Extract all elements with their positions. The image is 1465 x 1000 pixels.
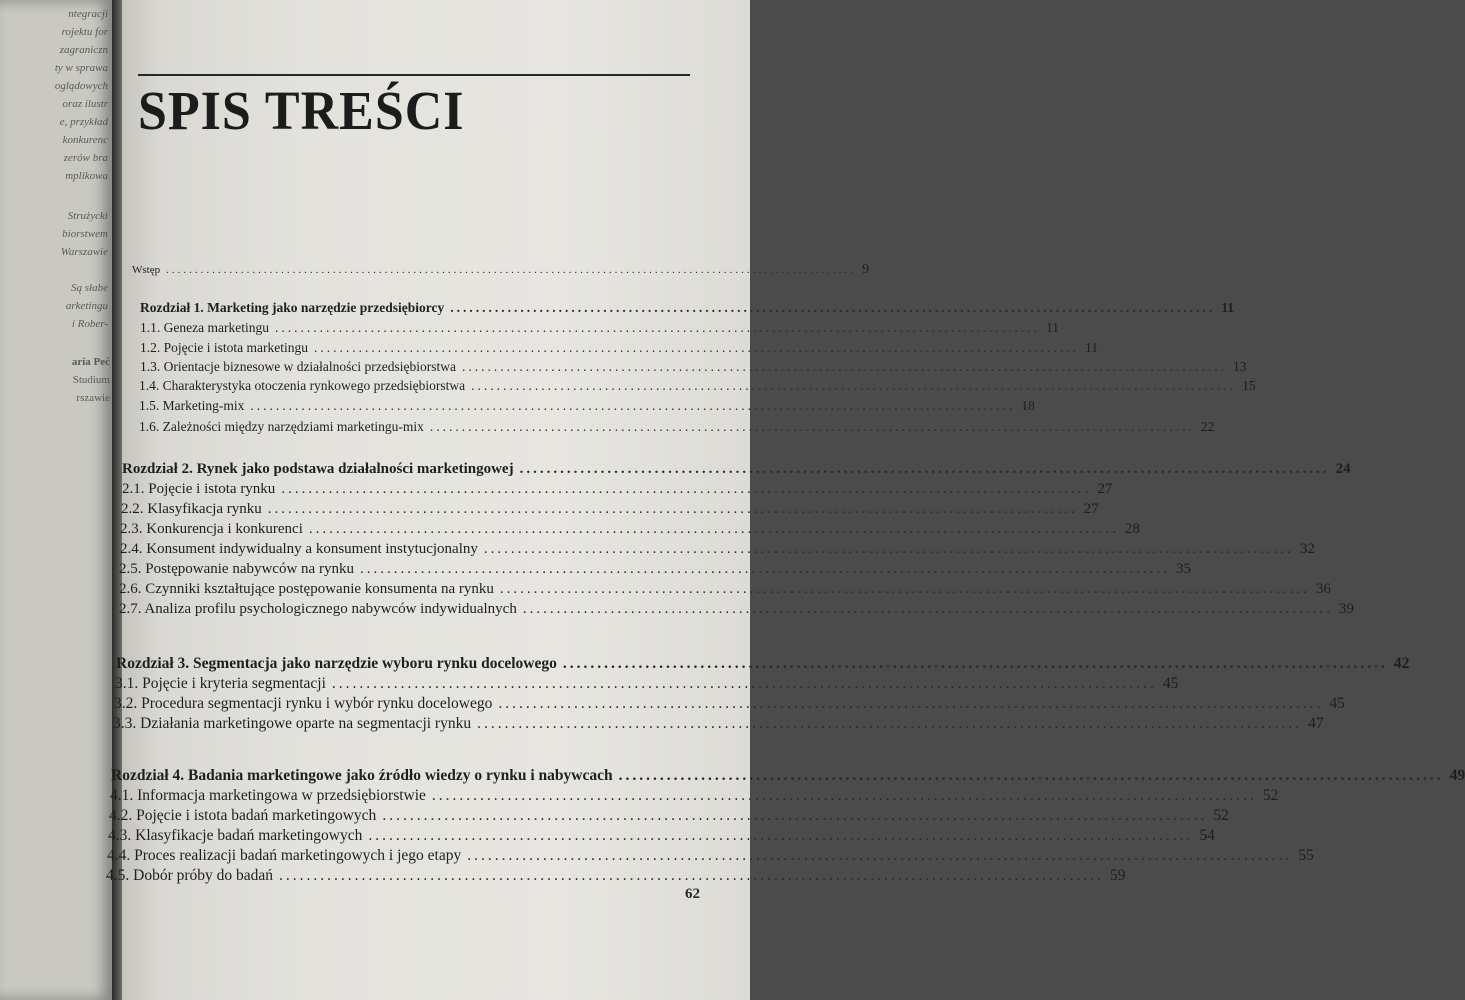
toc-entry-label: 2.3. Konkurencja i konkurenci <box>120 521 303 537</box>
toc-leader-dots: ........................................................................................................................ <box>359 561 1170 577</box>
toc-section-row <box>140 359 1247 375</box>
facing-page-text-fragment: rszawie <box>76 392 110 404</box>
facing-page-text-fragment: zagraniczn <box>59 44 108 56</box>
trailing-page-number <box>685 886 700 903</box>
toc-section-row <box>140 340 1098 356</box>
facing-page-text-fragment: oraz ilustr <box>62 98 108 110</box>
toc-page-number: 27 <box>1097 481 1113 497</box>
facing-page-text-fragment: rojektu for <box>61 26 108 38</box>
toc-leader-dots: ........................................................................................................................ <box>450 300 1216 315</box>
toc-entry-label: 1.5. Marketing-mix <box>139 398 245 413</box>
toc-leader-dots: ........................................................................................................................ <box>499 581 1310 597</box>
toc-leader-dots: ........................................................................................................................ <box>431 787 1257 804</box>
toc-entry-label: 2.2. Klasyfikacja rynku <box>121 501 262 517</box>
toc-leader-dots: ........................................................................................................................ <box>429 419 1195 434</box>
toc-leader-dots: ........................................................................................................................ <box>382 807 1208 824</box>
toc-entry-label: 4.4. Proces realizacji badań marketingowych i jego etapy <box>107 847 462 864</box>
toc-section-row <box>107 847 1314 865</box>
toc-page-number: 42 <box>1393 655 1410 672</box>
toc-entry-label: 2.1. Pojęcie i istota rynku <box>122 481 276 497</box>
toc-leader-dots: ........................................................................................................................ <box>618 767 1444 784</box>
toc-entry-label: 1.3. Orientacje biznesowe w działalności przedsiębiorstwa <box>140 359 457 374</box>
toc-entry-label: 2.7. Analiza profilu psychologicznego nabywców indywidualnych <box>119 601 517 617</box>
toc-page-number: 39 <box>1338 601 1354 617</box>
facing-page-text-fragment: ty w sprawa <box>54 62 108 74</box>
toc-page-number: 45 <box>1329 695 1345 712</box>
toc-section-row <box>108 827 1215 845</box>
toc-page-number: 55 <box>1298 847 1314 864</box>
toc-page-number: 54 <box>1199 827 1215 844</box>
toc-page-number: 49 <box>1449 767 1465 784</box>
facing-page-text-fragment: Warszawie <box>60 246 108 258</box>
toc-page-number: 35 <box>1175 561 1191 577</box>
toc-section-row <box>139 378 1256 394</box>
toc-section-row <box>115 675 1179 693</box>
toc-intro-row <box>132 262 870 278</box>
toc-leader-dots: ........................................................................................................................ <box>471 378 1237 393</box>
toc-section-row <box>119 601 1354 618</box>
toc-leader-dots: ........................................................................................................................ <box>279 867 1105 884</box>
toc-page-number: 11 <box>1045 320 1059 335</box>
toc-chapter-row <box>122 461 1351 478</box>
toc-entry-label: 3.3. Działania marketingowe oparte na segmentacji rynku <box>113 715 472 732</box>
toc-page-number: 11 <box>1084 340 1098 355</box>
toc-section-row <box>119 561 1191 578</box>
toc-entry-label: 4.1. Informacja marketingowa w przedsiębiorstwie <box>110 787 426 804</box>
toc-page-number: 13 <box>1233 359 1247 374</box>
toc-entry-label: Rozdział 2. Rynek jako podstawa działalności marketingowej <box>122 461 514 477</box>
toc-leader-dots: ........................................................................................................................ <box>331 675 1157 692</box>
toc-leader-dots: ........................................................................................................................ <box>308 521 1119 537</box>
toc-leader-dots: ........................................................................................................................ <box>281 481 1092 497</box>
facing-page-text-fragment: ntegracji <box>68 8 108 20</box>
toc-entry-label: 4.2. Pojęcie i istota badań marketingowych <box>109 807 377 824</box>
toc-leader-dots: ........................................................................................................................ <box>267 501 1078 517</box>
facing-page-text-fragment: biorstwem <box>62 228 108 240</box>
facing-page-text-fragment: e, przykład <box>59 116 108 128</box>
toc-section-row <box>139 419 1215 435</box>
facing-page-text-fragment: oglądowych <box>54 80 108 92</box>
toc-section-row <box>119 581 1331 598</box>
toc-chapter-row <box>140 300 1234 316</box>
toc-page-number: 52 <box>1213 807 1229 824</box>
toc-page-number: 9 <box>862 262 870 277</box>
toc-page-number: 32 <box>1299 541 1315 557</box>
toc-section-row <box>120 541 1315 558</box>
toc-entry-label: 2.5. Postępowanie nabywców na rynku <box>119 561 354 577</box>
toc-entry-label: Rozdział 4. Badania marketingowe jako źródło wiedzy o rynku i nabywcach <box>111 767 613 784</box>
toc-section-row <box>140 320 1059 336</box>
facing-page-text-fragment: Studium <box>72 374 110 386</box>
toc-page-number: 27 <box>1083 501 1099 517</box>
toc-page <box>106 0 1465 1000</box>
toc-section-row <box>109 807 1229 825</box>
toc-section-row <box>120 521 1140 538</box>
toc-entry-label: 3.2. Procedura segmentacji rynku i wybór rynku docelowego <box>114 695 493 712</box>
toc-entry-label: Wstęp <box>132 264 161 276</box>
toc-entry-label: 4.3. Klasyfikacje badań marketingowych <box>108 827 363 844</box>
toc-page-number: 24 <box>1335 461 1351 477</box>
toc-page-number: 62 <box>685 886 700 902</box>
toc-section-row <box>122 481 1113 498</box>
toc-page-number: 22 <box>1200 419 1215 434</box>
toc-leader-dots: ........................................................................................................................ <box>477 715 1303 732</box>
toc-entry-label: 1.2. Pojęcie i istota marketingu <box>140 340 308 355</box>
toc-page-number: 45 <box>1162 675 1179 692</box>
toc-leader-dots: ........................................................................................................................ <box>313 340 1079 355</box>
facing-page-text-fragment: aria Peć <box>71 356 110 368</box>
toc-entry-label: 2.6. Czynniki kształtujące postępowanie konsumenta na rynku <box>119 581 494 597</box>
toc-chapter-row <box>111 767 1465 785</box>
toc-leader-dots: ........................................................................................................................ <box>462 359 1228 374</box>
toc-leader-dots: ........................................................................................................................ <box>166 264 857 276</box>
toc-section-row <box>110 787 1279 805</box>
toc-leader-dots: ........................................................................................................................ <box>522 601 1333 617</box>
toc-entry-label: 2.4. Konsument indywidualny a konsument instytucjonalny <box>120 541 478 557</box>
toc-leader-dots: ........................................................................................................................ <box>250 398 1016 413</box>
toc-entry-label: 1.6. Zależności między narzędziami marketingu-mix <box>139 419 424 434</box>
toc-chapter-row <box>116 655 1410 673</box>
toc-section-row <box>113 715 1324 733</box>
facing-page-text-fragment: zerów bra <box>63 152 108 164</box>
toc-section-row <box>106 867 1126 885</box>
toc-page-number: 18 <box>1021 398 1035 413</box>
toc-entry-label: 4.5. Dobór próby do badań <box>106 867 274 884</box>
facing-page-text-fragment: i Rober- <box>71 318 108 330</box>
toc-leader-dots: ........................................................................................................................ <box>498 695 1324 712</box>
facing-page-text-fragment: konkurenc <box>62 134 108 146</box>
table-of-contents <box>106 0 1465 1000</box>
toc-entry-label: 1.4. Charakterystyka otoczenia rynkowego przedsiębiorstwa <box>139 378 466 393</box>
facing-page-text-fragment: Są słabe <box>71 282 108 294</box>
toc-page-number: 59 <box>1110 867 1126 884</box>
toc-leader-dots: ........................................................................................................................ <box>562 655 1388 672</box>
toc-entry-label: Rozdział 1. Marketing jako narzędzie przedsiębiorcy <box>140 300 445 315</box>
toc-entry-label: 3.1. Pojęcie i kryteria segmentacji <box>115 675 326 692</box>
toc-page-number: 47 <box>1308 715 1324 732</box>
toc-leader-dots: ........................................................................................................................ <box>274 320 1040 335</box>
page-title: SPIS TREŚCI <box>138 81 465 142</box>
facing-page-text-fragment: arketingu <box>65 300 108 312</box>
toc-section-row <box>114 695 1345 713</box>
toc-page-number: 11 <box>1221 300 1234 315</box>
toc-page-number: 28 <box>1124 521 1140 537</box>
facing-page-text-fragment: mplikowa <box>65 170 108 182</box>
toc-page-number: 36 <box>1315 581 1331 597</box>
toc-section-row <box>121 501 1099 518</box>
toc-leader-dots: ........................................................................................................................ <box>368 827 1194 844</box>
toc-leader-dots: ........................................................................................................................ <box>483 541 1294 557</box>
toc-entry-label: 1.1. Geneza marketingu <box>140 320 269 335</box>
toc-page-number: 52 <box>1262 787 1279 804</box>
toc-section-row <box>139 398 1035 414</box>
toc-leader-dots: ........................................................................................................................ <box>519 461 1330 477</box>
facing-page-text-fragment: Strużycki <box>67 210 108 222</box>
toc-entry-label: Rozdział 3. Segmentacja jako narzędzie wyboru rynku docelowego <box>116 655 557 672</box>
left-facing-page <box>0 0 112 1000</box>
toc-leader-dots: ........................................................................................................................ <box>467 847 1293 864</box>
toc-page-number: 15 <box>1242 378 1256 393</box>
